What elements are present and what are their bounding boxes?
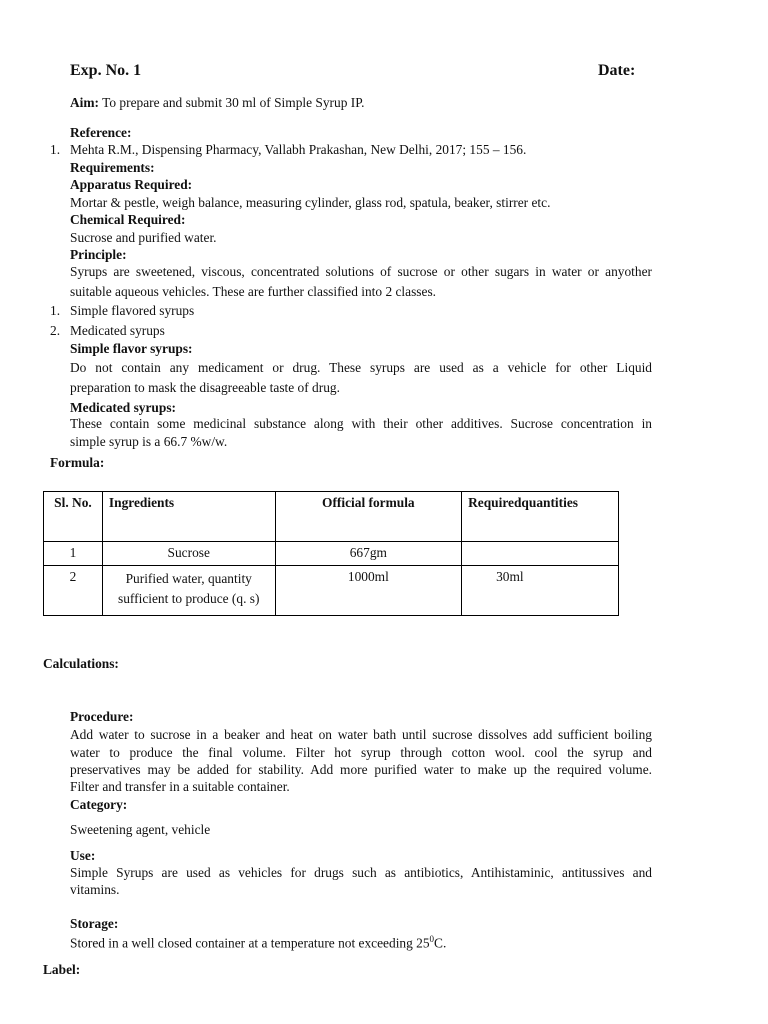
date-label: Date: [598,62,636,79]
formula-table [43,491,619,616]
header-sl-no: Sl. No. [44,492,103,542]
apparatus-text: Mortar & pestle, weigh balance, measuring cylinder, glass rod, spatula, beaker, stirrer etc. [70,195,551,210]
procedure-line-4: Filter and transfer in a suitable container. [70,779,290,794]
reference-item-number: 1. [50,142,61,157]
aim-line [70,95,365,111]
reference-label: Reference: [70,125,132,140]
class-item-text: Simple flavored syrups [70,303,195,318]
cell-ingredient-line-1: Purified water, quantity [125,571,252,586]
cell-sl-no: 2 [44,566,103,616]
requirements-label: Requirements: [70,160,155,175]
use-line-1: Simple Syrups are used as vehicles for drugs such as antibiotics, Antihistaminic, antitussives and [70,865,652,880]
table-row [44,542,619,566]
medicated-syrups-label: Medicated syrups: [70,400,177,415]
cell-required: 30ml [462,566,619,616]
chemical-text: Sucrose and purified water. [70,230,217,245]
apparatus-label: Apparatus Required: [70,177,193,192]
class-item-text: Medicated syrups [70,323,165,338]
medicated-syrups-line-2: simple syrup is a 66.7 %w/w. [70,434,228,449]
cell-official: 667gm [275,542,462,566]
cell-official: 1000ml [275,566,462,616]
formula-label: Formula: [50,455,105,470]
use-label: Use: [70,848,96,863]
use-line-2: vitamins. [70,882,120,897]
storage-text [70,934,446,951]
simple-syrups-line-1: Do not contain any medicament or drug. These syrups are used as a vehicle for other Liquid [70,360,652,375]
storage-text-main: Stored in a well closed container at a temperature not exceeding 25 [70,935,430,951]
experiment-number: Exp. No. 1 [70,62,142,79]
cell-required [462,542,619,566]
cell-ingredient: Sucrose [102,542,275,566]
category-label: Category: [70,797,128,812]
header-official-formula: Official formula [275,492,462,542]
table-header-row [44,492,619,542]
procedure-label: Procedure: [70,709,134,724]
simple-syrups-label: Simple flavor syrups: [70,341,193,356]
storage-superscript: 0 [429,934,435,944]
storage-label: Storage: [70,916,119,931]
table-row [44,566,619,616]
principle-label: Principle: [70,247,127,262]
chemical-label: Chemical Required: [70,212,186,227]
header-ingredients: Ingredients [102,492,275,542]
aim-label: Aim: [70,95,100,110]
aim-text: To prepare and submit 30 ml of Simple Syrup IP. [99,95,365,110]
procedure-line-3: preservatives may be added for stability. Add more purified water to make up the required volume. [70,762,652,777]
class-item-number: 2. [50,323,61,338]
simple-syrups-line-2: preparation to mask the disagreeable taste of drug. [70,380,340,395]
principle-line-2: suitable aqueous vehicles. These are further classified into 2 classes. [70,284,437,299]
cell-ingredient-line-2: sufficient to produce (q. s) [118,591,260,606]
label-section-label: Label: [43,962,81,977]
procedure-line-2: water to produce the final volume. Filter hot syrup through cotton wool. cool the syrup and [70,745,652,760]
header-required-quantities: Requiredquantities [462,492,619,542]
cell-sl-no: 1 [44,542,103,566]
storage-text-unit: C. [434,935,447,951]
principle-line-1: Syrups are sweetened, viscous, concentrated solutions of sucrose or other sugars in water or anyother [70,264,652,279]
medicated-syrups-line-1: These contain some medicinal substance along with their other additives. Sucrose concentration in [70,416,652,431]
calculations-label: Calculations: [43,656,119,671]
procedure-line-1: Add water to sucrose in a beaker and heat on water bath until sucrose dissolves add sufficient boiling [70,727,652,742]
reference-item-text: Mehta R.M., Dispensing Pharmacy, Vallabh Prakashan, New Delhi, 2017; 155 – 156. [70,142,527,157]
cell-ingredient [102,566,275,616]
class-item-number: 1. [50,303,61,318]
category-text: Sweetening agent, vehicle [70,822,211,837]
